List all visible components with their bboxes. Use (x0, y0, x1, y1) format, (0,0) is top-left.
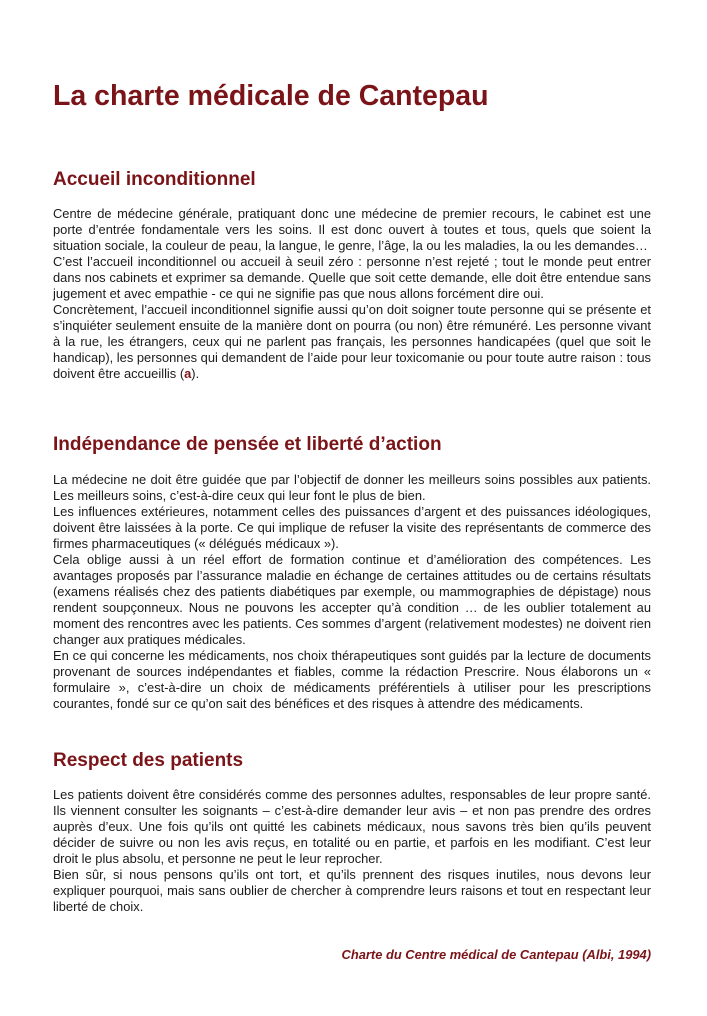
paragraph-text: Concrètement, l’accueil inconditionnel signifie aussi qu’on doit soigner toute personne qui se présente et s’inquiéter seulement ensuite de la manière dont on pourra (ou non) être rémunéré. Les personne vivant à la rue, les étrangers, ceux qui ne parlent pas français, les personnes handicapées (quel que soit le handicap), les personnes qui demandent de l’aide pour leur toxicomanie ou pour toute autre raison : tous doivent être accueillis ( (53, 302, 651, 381)
reference-link[interactable]: a (184, 366, 192, 381)
paragraph: Les influences extérieures, notamment celles des puissances d’argent et des puissances idéologiques, doivent être laissées à la porte. Ce qui implique de refuser la visite des représentants de commerce des firmes pharmaceutiques (« délégués médicaux »). (53, 504, 651, 551)
signature: Charte du Centre médical de Cantepau (Albi, 1994) (341, 947, 651, 962)
paragraph: Centre de médecine générale, pratiquant donc une médecine de premier recours, le cabinet est une porte d’entrée fondamentale vers les soins. Il est donc ouvert à toutes et tous, quels que soient la situation sociale, la couleur de peau, la langue, le genre, l’âge, la ou les maladies, la ou les demandes… (53, 206, 651, 253)
section-body-accueil (53, 206, 651, 382)
charter-page (53, 80, 651, 962)
paragraph: Bien sûr, si nous pensons qu’ils ont tort, et qu’ils prennent des risques inutiles, nous devons leur expliquer pourquoi, mais sans oublier de chercher à comprendre leurs raisons et tout en respectant leur liberté de choix. (53, 867, 651, 914)
paragraph: La médecine ne doit être guidée que par l’objectif de donner les meilleurs soins possibles aux patients. Les meilleurs soins, c’est-à-dire ceux qui leur font le plus de bien. (53, 472, 651, 503)
page-title: La charte médicale de Cantepau (53, 80, 489, 112)
section-heading-accueil: Accueil inconditionnel (53, 169, 256, 190)
paragraph: Les patients doivent être considérés comme des personnes adultes, responsables de leur propre santé. Ils viennent consulter les soignants – c’est-à-dire demander leur avis – et non pas prendre des ordres auprès d’eux. Une fois qu’ils ont quitté les cabinets médicaux, nous savons très bien qu’ils peuvent décider de suivre ou non les avis reçus, en totalité ou en partie, et parfois en les modifiant. C’est leur droit le plus absolu, et personne ne peut le leur reprocher. (53, 787, 651, 866)
section-heading-independance: Indépendance de pensée et liberté d’action (53, 434, 442, 455)
section-heading-respect: Respect des patients (53, 750, 244, 771)
paragraph: En ce qui concerne les médicaments, nos choix thérapeutiques sont guidés par la lecture de documents provenant de sources indépendantes et fiables, comme la rédaction Prescrire. Nous élaborons un « formulaire », c’est-à-dire un choix de médicaments préférentiels à utiliser pour les prescriptions courantes, fondé sur ce qu’on sait des bénéfices et des risques à attendre des médicaments. (53, 648, 651, 711)
section-body-respect (53, 787, 651, 915)
paragraph: Cela oblige aussi à un réel effort de formation continue et d’amélioration des compétences. Les avantages proposés par l’assurance maladie en échange de certaines attitudes ou de certains résultats (examens réalisés chez des patients diabétiques par exemple, ou mammographies de dépistage) nous rendent soupçonneux. Nous ne pouvons les accepter qu’à condition … de les oublier totalement au moment des rencontres avec les patients. Ces sommes d’argent (relativement modestes) ne doivent rien changer aux pratiques médicales. (53, 552, 651, 647)
paragraph: C’est l’accueil inconditionnel ou accueil à seuil zéro : personne n’est rejeté ; tout le monde peut entrer dans nos cabinets et exprimer sa demande. Quelle que soit cette demande, elle doit être entendue sans jugement et avec empathie - ce qui ne signifie pas que nous allons forcément dire oui. (53, 254, 651, 301)
paragraph-text-end: ). (191, 366, 200, 381)
paragraph (53, 302, 651, 382)
section-body-independance (53, 472, 651, 712)
